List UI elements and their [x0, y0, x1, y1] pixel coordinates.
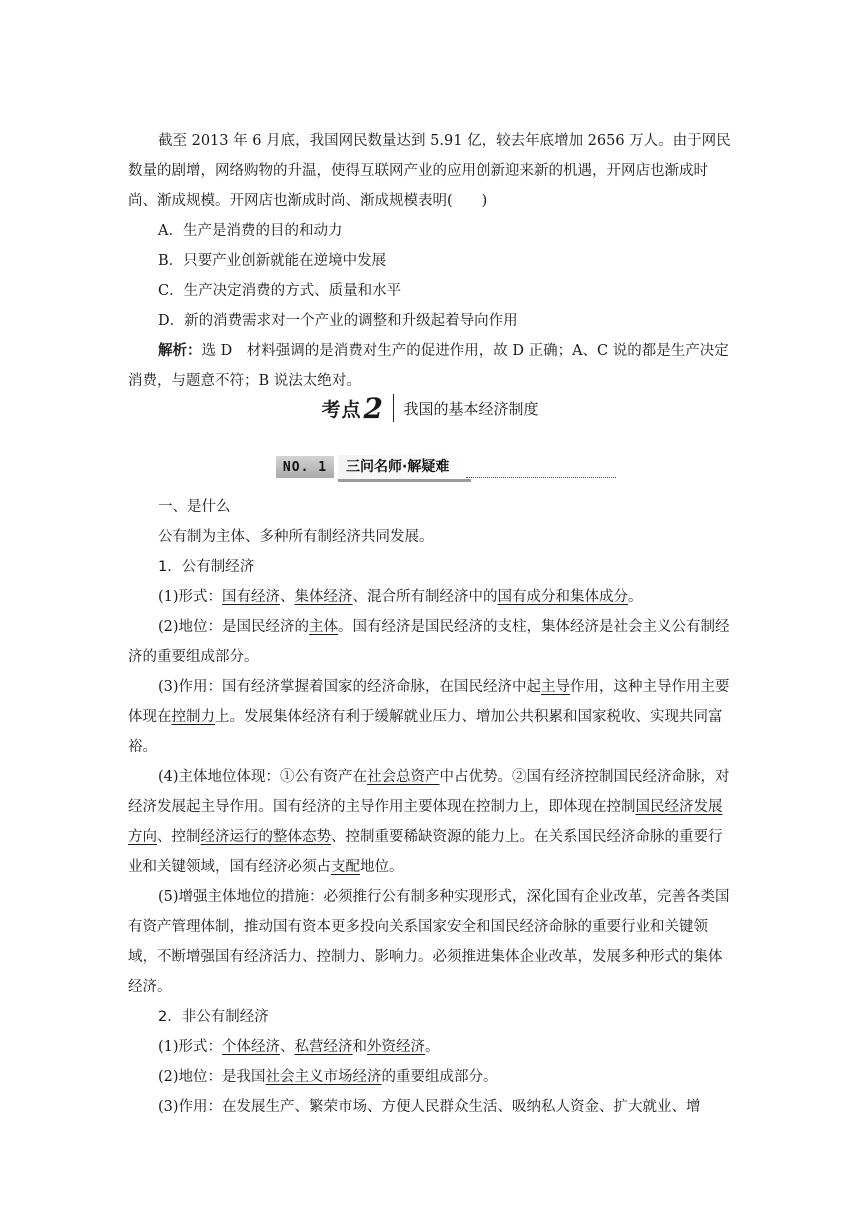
heading-what: 一、是什么: [158, 499, 231, 515]
analysis: [128, 336, 732, 396]
public-form: (1)形式：国有经济、集体经济、混合所有制经济中的国有成分和集体成分。: [158, 589, 643, 605]
kaodian-number: 2: [363, 391, 383, 425]
nonpublic-status: (2)地位：是我国社会主义市场经济的重要组成部分。: [158, 1069, 498, 1085]
heading-public: 1．公有制经济: [158, 559, 255, 575]
option-c: C．生产决定消费的方式、质量和水平: [158, 283, 402, 299]
section-divider: [393, 394, 395, 422]
analysis-label: 解析：: [158, 343, 202, 359]
heading-nonpublic: 2．非公有制经济: [158, 1009, 269, 1025]
option-a: A．生产是消费的目的和动力: [158, 223, 343, 239]
option-d: D．新的消费需求对一个产业的调整和升级起着导向作用: [158, 313, 518, 329]
public-status: (2)地位：是国民经济的主体。国有经济是国民经济的支柱，集体经济是社会主义公有制经济的重要组成部分。: [128, 619, 730, 665]
public-main-status: (4)主体地位体现：①公有资产在社会总资产中占优势。②国有经济控制国民经济命脉，对经济发展起主导作用。国有经济的主导作用主要体现在控制力上，即体现在控制国民经济发展方向、控制经济运行的整体态势、控制重要稀缺资源的能力上。在关系国民经济命脉的重要行业和关键领域，国有经济必须占支配地位。: [128, 769, 730, 875]
section-title: 我国的基本经济制度: [403, 399, 539, 418]
nonpublic-form: (1)形式：个体经济、私营经济和外资经济。: [158, 1039, 440, 1055]
content-block: [128, 492, 732, 1122]
nonpublic-role: (3)作用：在发展生产、繁荣市场、方便人民群众生活、吸纳私人资金、扩大就业、增: [158, 1099, 701, 1115]
public-role: (3)作用：国有经济掌握着国家的经济命脉，在国民经济中起主导作用，这种主导作用主要体现在控制力上。发展集体经济有利于缓解就业压力、增加公共积累和国家税收、实现共同富裕。: [128, 679, 730, 755]
question-block: [128, 126, 732, 396]
kaodian-label: 考点: [321, 398, 362, 421]
dotted-leader: [466, 477, 616, 478]
banner-title: 三问名师·解疑难: [338, 455, 471, 482]
public-measures: (5)增强主体地位的措施：必须推行公有制多种实现形式，深化国有企业改革，完善各类国有资产管理体制，推动国有资本更多投向关系国家安全和国民经济命脉的重要行业和关键领域，不断增强国有经济活力、控制力、影响力。必须推进集体企业改革，发展多种形式的集体经济。: [128, 889, 730, 995]
analysis-text: 选 D 材料强调的是消费对生产的促进作用，故 D 正确；A、C 说的都是生产决定消费，与题意不符；B 说法太绝对。: [128, 343, 729, 389]
intro: 公有制为主体、多种所有制经济共同发展。: [158, 529, 434, 545]
subsection-banner: [276, 455, 616, 481]
question-stem: 截至 2013 年 6 月底，我国网民数量达到 5.91 亿，较去年底增加 2656 万人。由于网民数量的剧增，网络购物的升温，使得互联网产业的应用创新迎来新的机遇，开网店也渐成时尚、渐成规模。开网店也渐成时尚、渐成规模表明( ): [128, 133, 731, 209]
no-badge: NO. 1: [276, 456, 334, 478]
section-header: [0, 390, 860, 426]
option-b: B．只要产业创新就能在逆境中发展: [158, 253, 387, 269]
